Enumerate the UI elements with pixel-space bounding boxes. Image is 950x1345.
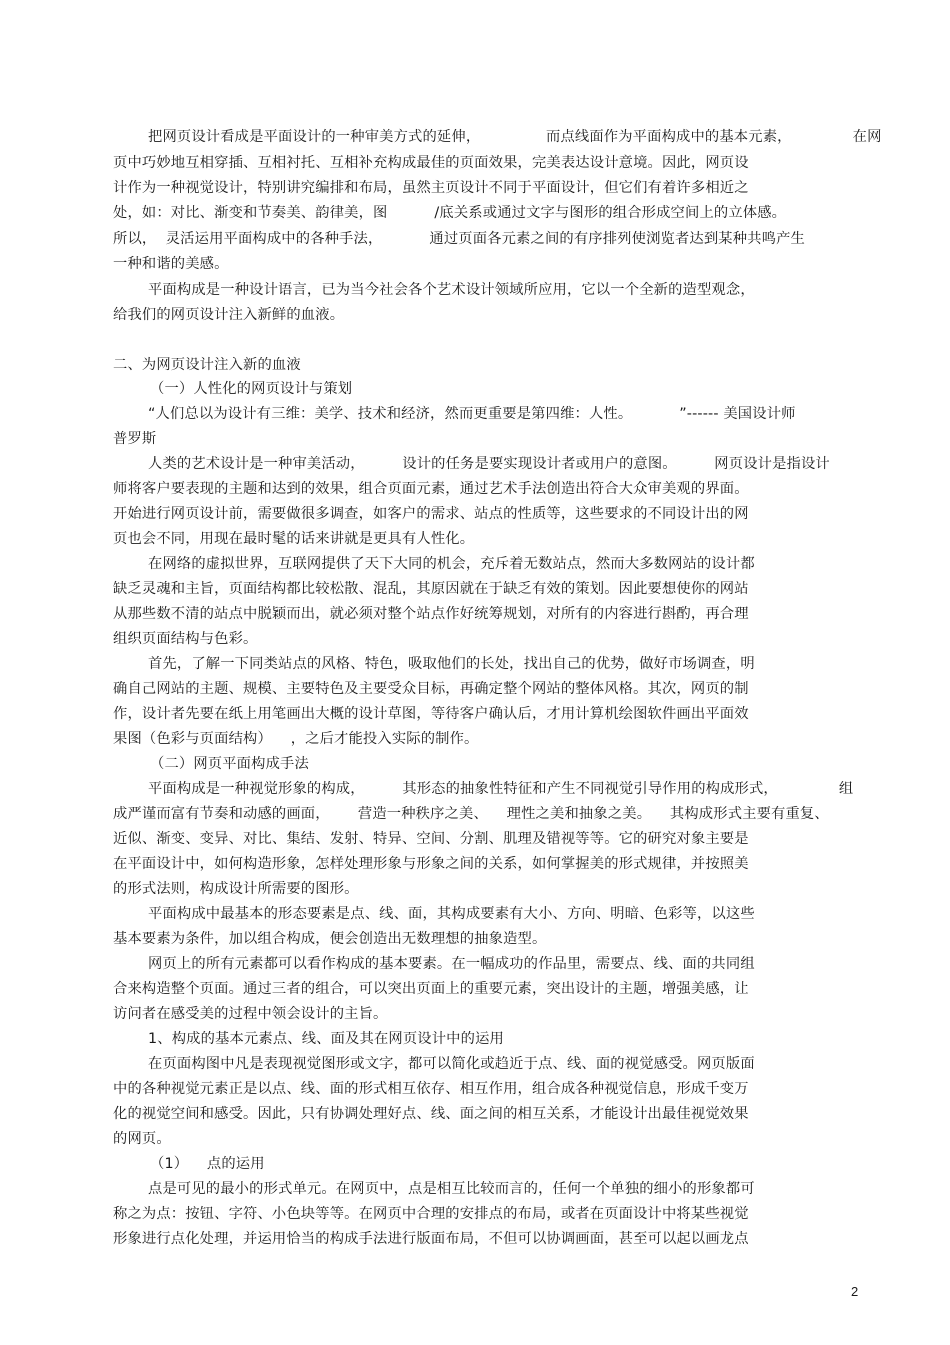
para-d-line-1: 平面构成是一种视觉形象的构成， 其形态的抽象性特征和产生不同视觉引导作用的构成形式， 组 <box>148 781 854 797</box>
intro-line-3: 计作为一种视觉设计，特别讲究编排和布局，虽然主页设计不同于平面设计，但它们有着许多相近之 <box>113 180 749 196</box>
para-h-line-3: 形象进行点化处理，并运用恰当的构成手法进行版面布局，不但可以协调画面，甚至可以起以画龙点 <box>113 1231 749 1247</box>
para-b-line-2: 缺乏灵魂和主旨，页面结构都比较松散、混乱，其原因就在于缺乏有效的策划。因此要想使你的网站 <box>113 581 749 597</box>
para-a-line-4: 页也会不同，用现在最时髦的话来讲就是更具有人性化。 <box>113 531 475 547</box>
para-f-line-3: 访问者在感受美的过程中领会设计的主旨。 <box>113 1006 388 1022</box>
intro-line-7: 平面构成是一种设计语言，已为当今社会各个艺术设计领域所应用，它以一个全新的造型观念， <box>148 282 755 298</box>
section-heading: 二、为网页设计注入新的血液 <box>113 357 301 373</box>
para-a-line-2: 师将客户要表现的主题和达到的效果，组合页面元素，通过艺术手法创造出符合大众审美观的界面。 <box>113 481 749 497</box>
quote-line-1: “人们总以为设计有三维：美学、技术和经济，然而更重要是第四维：人性。 ”------ 美国设计师 <box>148 406 796 422</box>
intro-line-1: 把网页设计看成是平面设计的一种审美方式的延伸， 而点线面作为平面构成中的基本元素， 在网 <box>148 129 882 145</box>
para-g-line-4: 的网页。 <box>113 1131 171 1147</box>
subsection-heading-2: （二）网页平面构成手法 <box>150 756 309 772</box>
para-f-line-2: 合来构造整个页面。通过三者的组合，可以突出页面上的重要元素，突出设计的主题，增强美感，让 <box>113 981 749 997</box>
para-f-line-1: 网页上的所有元素都可以看作构成的基本要素。在一幅成功的作品里，需要点、线、面的共同组 <box>148 956 755 972</box>
intro-line-4: 处，如：对比、渐变和节奏美、韵律美，图 /底关系或通过文字与图形的组合形成空间上的立体感。 <box>113 205 787 221</box>
intro-line-2: 页中巧妙地互相穿插、互相衬托、互相补充构成最佳的页面效果，完美表达设计意境。因此，网页设 <box>113 155 749 171</box>
para-b-line-1: 在网络的虚拟世界，互联网提供了天下大同的机会，充斥着无数站点，然而大多数网站的设计都 <box>148 556 755 572</box>
intro-line-6: 一种和谐的美感。 <box>113 256 229 272</box>
para-a-line-1: 人类的艺术设计是一种审美活动， 设计的任务是要实现设计者或用户的意图。 网页设计是指设计 <box>148 456 830 472</box>
item-heading-1: 1、构成的基本元素点、线、面及其在网页设计中的运用 <box>148 1031 504 1047</box>
para-a-line-3: 开始进行网页设计前，需要做很多调查，如客户的需求、站点的性质等，这些要求的不同设计出的网 <box>113 506 749 522</box>
para-d-line-4: 在平面设计中，如何构造形象，怎样处理形象与形象之间的关系，如何掌握美的形式规律，并按照美 <box>113 856 749 872</box>
para-b-line-3: 从那些数不清的站点中脱颖而出，就必须对整个站点作好统筹规划，对所有的内容进行斟酌，再合理 <box>113 606 749 622</box>
para-e-line-1: 平面构成中最基本的形态要素是点、线、面，其构成要素有大小、方向、明暗、色彩等，以这些 <box>148 906 755 922</box>
quote-line-2: 普罗斯 <box>113 431 157 447</box>
para-g-line-3: 化的视觉空间和感受。因此，只有协调处理好点、线、面之间的相互关系，才能设计出最佳视觉效果 <box>113 1106 749 1122</box>
item-heading-1-1: （1） 点的运用 <box>150 1156 265 1172</box>
para-b-line-4: 组织页面结构与色彩。 <box>113 631 258 647</box>
para-d-line-3: 近似、渐变、变异、对比、集结、发射、特异、空间、分割、肌理及错视等等。它的研究对象主要是 <box>113 831 749 847</box>
para-c-line-2: 确自己网站的主题、规模、主要特色及主要受众目标，再确定整个网站的整体风格。其次，网页的制 <box>113 681 749 697</box>
para-c-line-1: 首先，了解一下同类站点的风格、特色，吸取他们的长处，找出自己的优势，做好市场调查，明 <box>148 656 755 672</box>
para-d-line-5: 的形式法则，构成设计所需要的图形。 <box>113 881 359 897</box>
intro-line-8: 给我们的网页设计注入新鲜的血液。 <box>113 307 345 323</box>
para-d-line-2: 成严谨而富有节奏和动感的画面， 营造一种秩序之美、 理性之美和抽象之美。 其构成形式主要有重复、 <box>113 806 829 822</box>
subsection-heading-1: （一）人性化的网页设计与策划 <box>150 381 353 397</box>
para-c-line-4: 果图（色彩与页面结构） ，之后才能投入实际的制作。 <box>113 731 479 747</box>
para-c-line-3: 作，设计者先要在纸上用笔画出大概的设计草图，等待客户确认后，才用计算机绘图软件画出平面效 <box>113 706 749 722</box>
para-g-line-2: 中的各种视觉元素正是以点、线、面的形式相互依存、相互作用，组合成各种视觉信息，形成千变万 <box>113 1081 749 1097</box>
para-e-line-2: 基本要素为条件，加以组合构成，便会创造出无数理想的抽象造型。 <box>113 931 547 947</box>
para-g-line-1: 在页面构图中凡是表现视觉图形或文字，都可以简化或趋近于点、线、面的视觉感受。网页版面 <box>148 1056 755 1072</box>
para-h-line-1: 点是可见的最小的形式单元。在网页中，点是相互比较而言的，任何一个单独的细小的形象都可 <box>148 1181 755 1197</box>
intro-line-5: 所以， 灵活运用平面构成中的各种手法， 通过页面各元素之间的有序排列使浏览者达到某种共鸣产生 <box>113 231 805 247</box>
para-h-line-2: 称之为点：按钮、字符、小色块等等。在网页中合理的安排点的布局，或者在页面设计中将某些视觉 <box>113 1206 749 1222</box>
page-number: 2 <box>851 1284 859 1299</box>
